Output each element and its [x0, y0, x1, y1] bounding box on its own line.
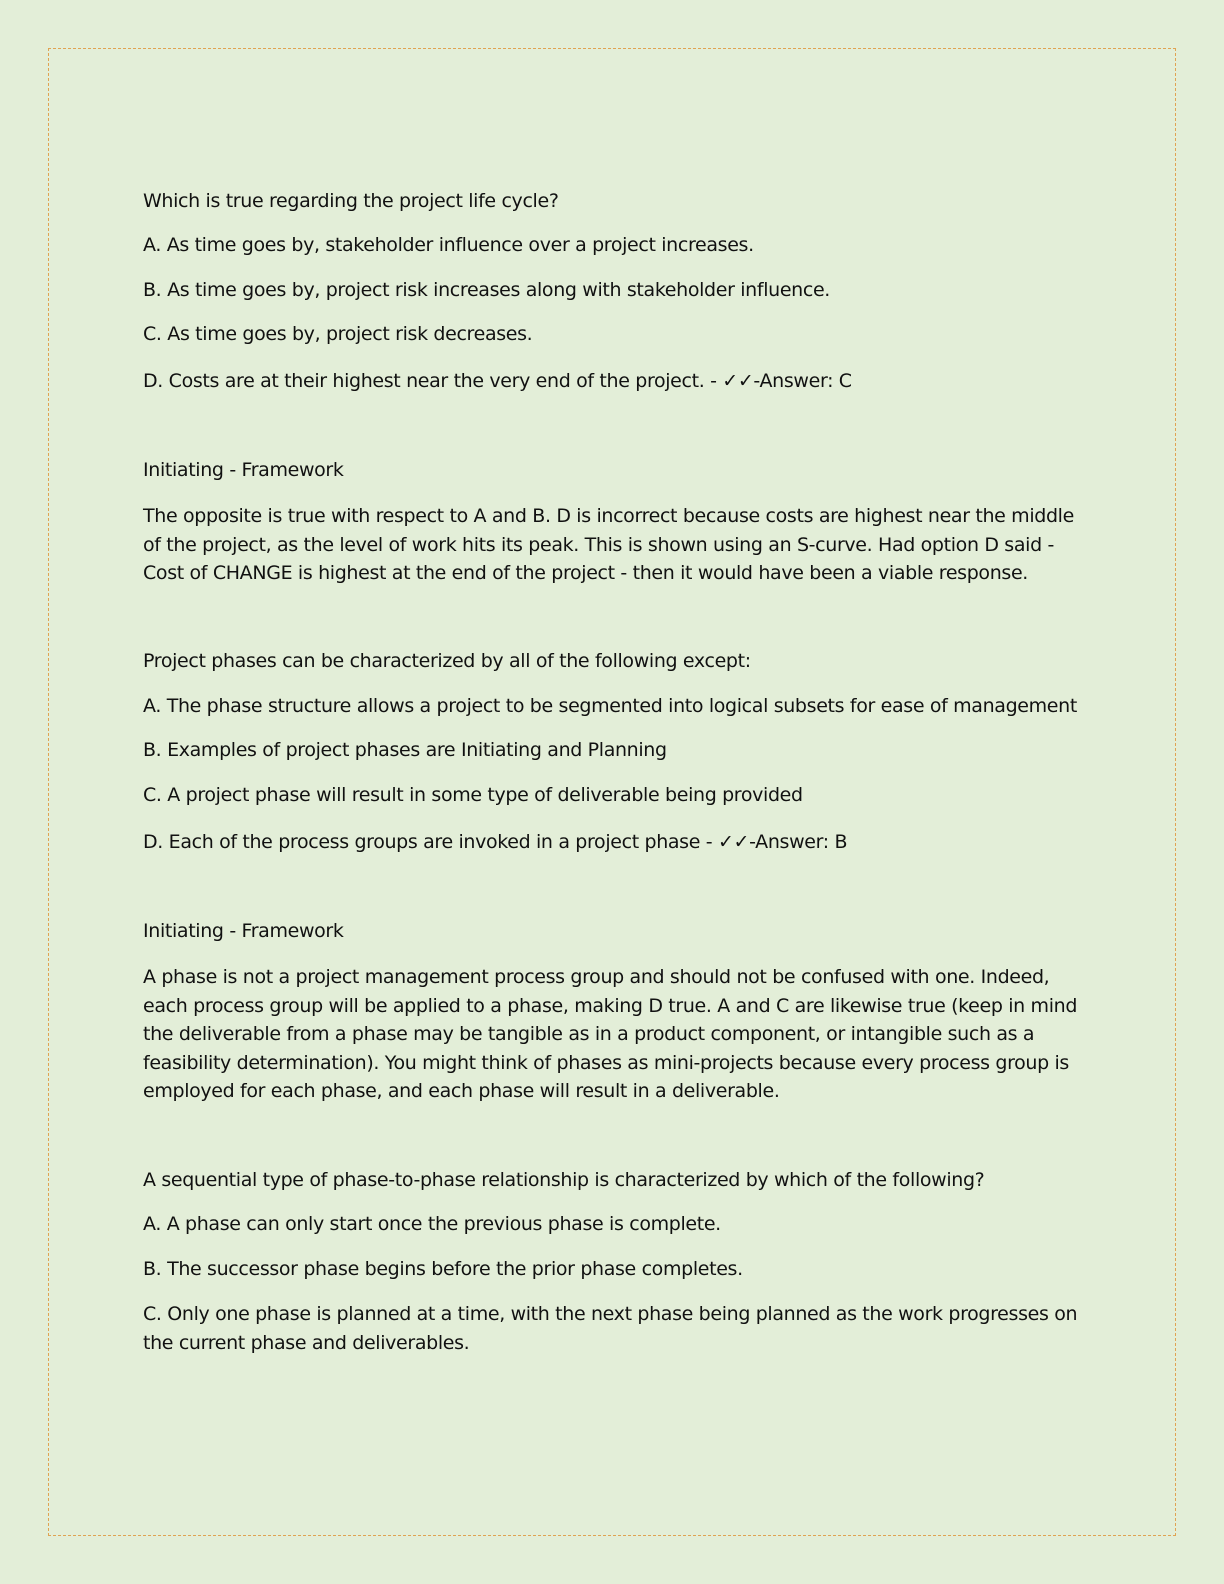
question-1-option-a: A. As time goes by, stakeholder influence over a project increases.	[143, 234, 754, 256]
question-2-option-a: A. The phase structure allows a project to be segmented into logical subsets for ease of management	[143, 695, 1077, 717]
question-1-text: Which is true regarding the project life cycle?	[143, 190, 559, 212]
question-3-option-a: A. A phase can only start once the previous phase is complete.	[143, 1213, 721, 1235]
question-3-option-c: C. Only one phase is planned at a time, with the next phase being planned as the work progresses on the current phase and deliverables.	[143, 1303, 1078, 1354]
question-2-option-b: B. Examples of project phases are Initiating and Planning	[143, 739, 667, 761]
question-3-text: A sequential type of phase-to-phase relationship is characterized by which of the following?	[143, 1169, 985, 1191]
question-1-category: Initiating - Framework	[143, 459, 344, 481]
question-2-text: Project phases can be characterized by all of the following except:	[143, 650, 751, 672]
question-2-category: Initiating - Framework	[143, 920, 344, 942]
question-1-explanation: The opposite is true with respect to A and B. D is incorrect because costs are highest near the middle of the project, as the level of work hits its peak. This is shown using an S-curve. Had option D said - Cost of CHANGE is highest at the end of the project - then it would have been a viable response.	[143, 505, 1074, 584]
question-1-option-d-answer: D. Costs are at their highest near the very end of the project. - ✓✓-Answer: C	[143, 370, 852, 392]
question-2-option-d-answer: D. Each of the process groups are invoked in a project phase - ✓✓-Answer: B	[143, 831, 848, 853]
question-3-option-b: B. The successor phase begins before the prior phase completes.	[143, 1258, 743, 1280]
question-1-option-b: B. As time goes by, project risk increases along with stakeholder influence.	[143, 279, 830, 301]
question-2-explanation: A phase is not a project management process group and should not be confused with one. Indeed, each process group will be applied to a phase, making D true. A and C are likewise true (keep in mind the deliverable from a phase may be tangible as in a product component, or intangible such as a feasibility determination). You might think of phases as mini-projects because every process group is employed for each phase, and each phase will result in a deliverable.	[143, 966, 1078, 1102]
question-2-option-c: C. A project phase will result in some type of deliverable being provided	[143, 784, 803, 806]
question-1-option-c: C. As time goes by, project risk decreases.	[143, 323, 533, 345]
